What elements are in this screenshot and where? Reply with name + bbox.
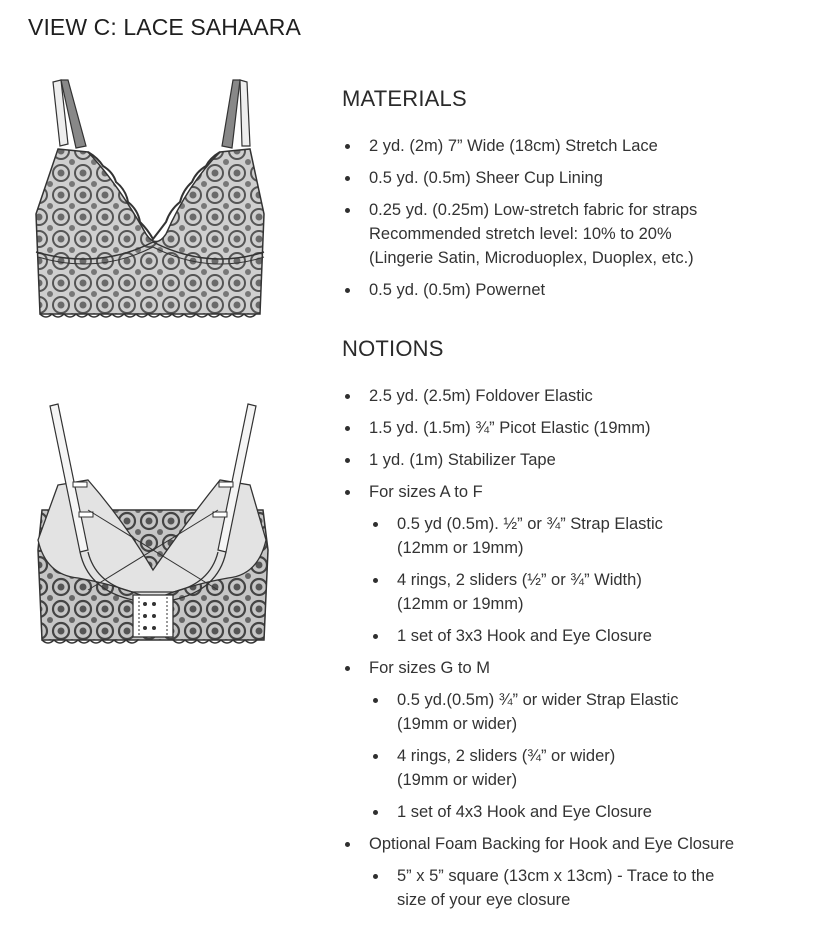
- bullet-icon: [345, 458, 350, 463]
- bullet-icon: [373, 698, 378, 703]
- bullet-icon: [373, 578, 378, 583]
- list-item: 4 rings, 2 sliders (¾” or wider) (19mm or wider): [342, 744, 802, 792]
- list-item: 0.5 yd. (0.5m) Sheer Cup Lining: [342, 166, 802, 190]
- list-item: 0.5 yd. (0.5m) Powernet: [342, 278, 802, 302]
- bullet-icon: [345, 666, 350, 671]
- requirements-column: [342, 84, 802, 912]
- materials-list: [342, 134, 802, 302]
- list-item: For sizes G to M: [342, 656, 802, 680]
- list-item: 2 yd. (2m) 7” Wide (18cm) Stretch Lace: [342, 134, 802, 158]
- bullet-icon: [345, 144, 350, 149]
- list-item: 2.5 yd. (2.5m) Foldover Elastic: [342, 384, 802, 408]
- list-item: 4 rings, 2 sliders (½” or ¾” Width) (12mm or 19mm): [342, 568, 802, 616]
- list-item: 1 yd. (1m) Stabilizer Tape: [342, 448, 802, 472]
- list-item: 0.5 yd (0.5m). ½” or ¾” Strap Elastic (12mm or 19mm): [342, 512, 802, 560]
- bullet-icon: [373, 522, 378, 527]
- bullet-icon: [373, 874, 378, 879]
- notions-heading: NOTIONS: [342, 336, 444, 361]
- list-item: 0.25 yd. (0.25m) Low-stretch fabric for straps Recommended stretch level: 10% to 20% (Lingerie Satin, Microduoplex, Duoplex, etc.): [342, 198, 802, 270]
- bullet-icon: [345, 208, 350, 213]
- list-item: Optional Foam Backing for Hook and Eye Closure: [342, 832, 802, 856]
- bullet-icon: [373, 634, 378, 639]
- bullet-icon: [345, 288, 350, 293]
- list-item: 1.5 yd. (1.5m) ¾” Picot Elastic (19mm): [342, 416, 802, 440]
- bralette-back-illustration: [28, 400, 278, 648]
- bullet-icon: [345, 176, 350, 181]
- page-title: VIEW C: LACE SAHAARA: [28, 14, 301, 40]
- bullet-icon: [345, 426, 350, 431]
- bullet-icon: [373, 810, 378, 815]
- bullet-icon: [345, 842, 350, 847]
- list-item: 5” x 5” square (13cm x 13cm) - Trace to the size of your eye closure: [342, 864, 802, 912]
- bullet-icon: [345, 394, 350, 399]
- list-item: For sizes A to F: [342, 480, 802, 504]
- bullet-icon: [345, 490, 350, 495]
- notions-list: [342, 384, 802, 912]
- bullet-icon: [373, 754, 378, 759]
- bralette-front-illustration: [28, 74, 278, 322]
- list-item: 0.5 yd.(0.5m) ¾” or wider Strap Elastic (19mm or wider): [342, 688, 802, 736]
- list-item: 1 set of 3x3 Hook and Eye Closure: [342, 624, 802, 648]
- materials-heading: MATERIALS: [342, 86, 467, 111]
- list-item: 1 set of 4x3 Hook and Eye Closure: [342, 800, 802, 824]
